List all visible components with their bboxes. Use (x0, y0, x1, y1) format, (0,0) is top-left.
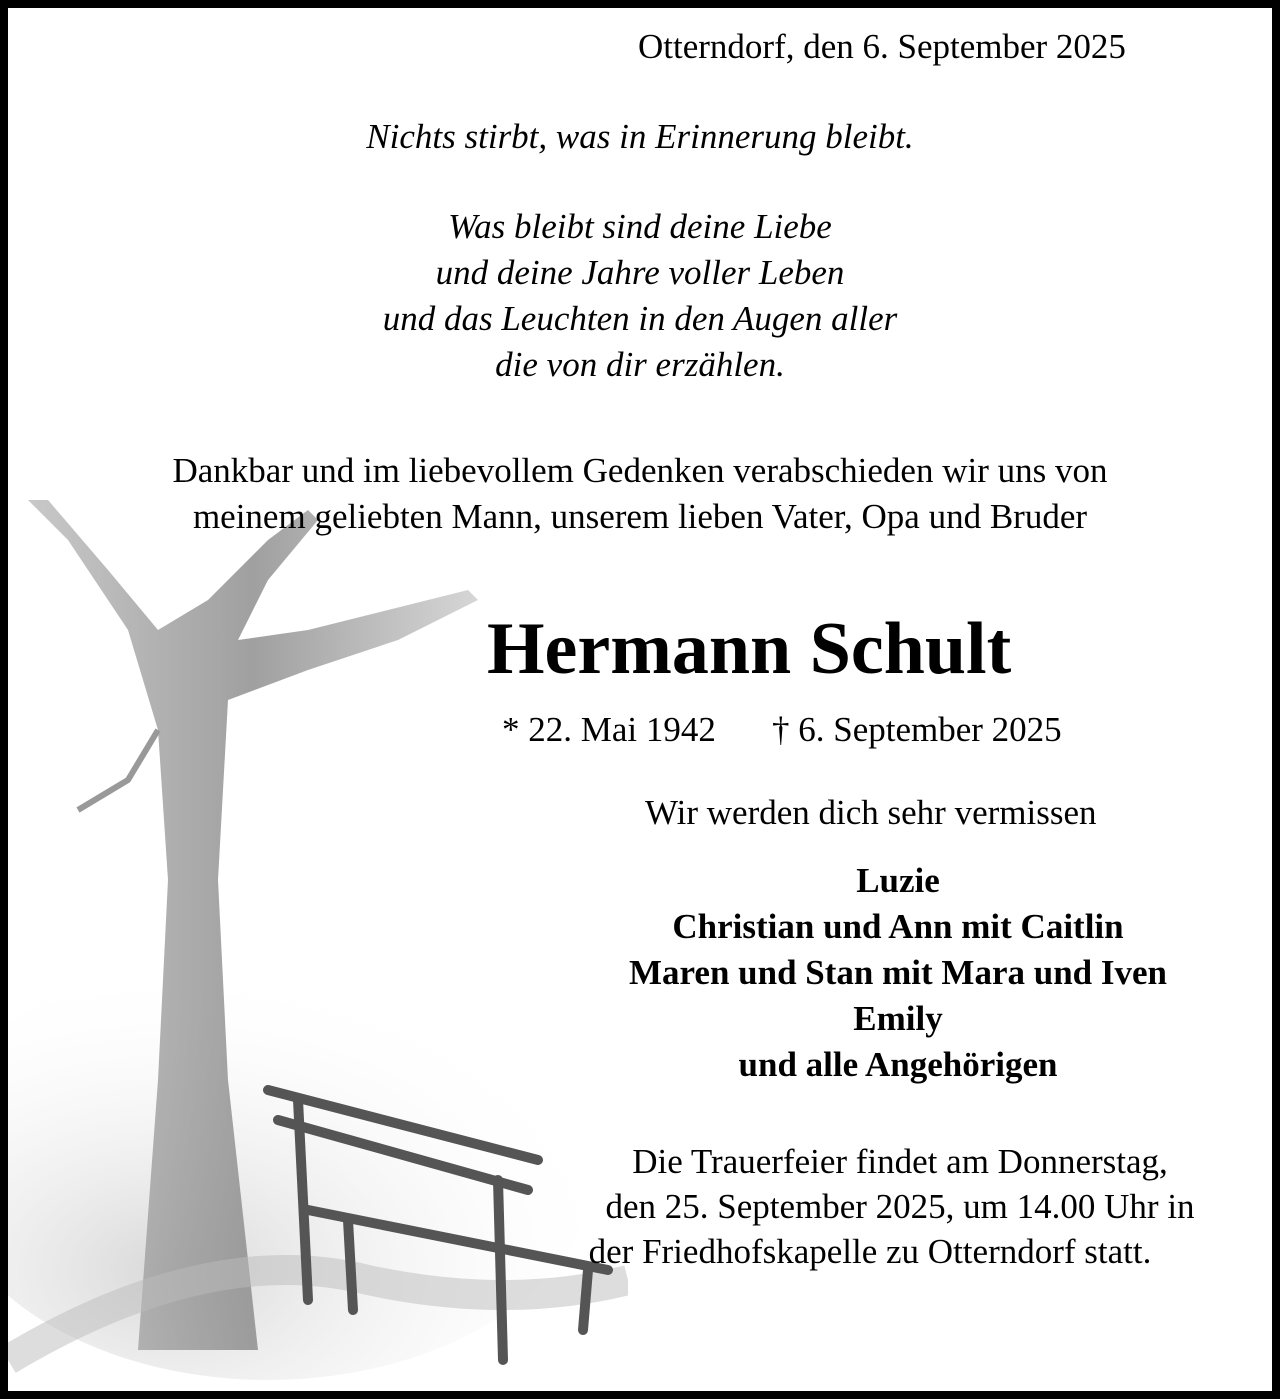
poem-line: die von dir erzählen. (495, 345, 785, 384)
place-and-date: Otterndorf, den 6. September 2025 (638, 27, 1126, 66)
poem-line: Was bleibt sind deine Liebe (448, 207, 832, 246)
mourner: Luzie (856, 861, 940, 900)
motto: Nichts stirbt, was in Erinnerung bleibt. (366, 117, 914, 156)
intro-line: Dankbar und im liebevollem Gedenken verabschieden wir uns von (172, 451, 1108, 490)
mourner: Maren und Stan mit Mara und Iven (628, 953, 1168, 992)
service-info: den 25. September 2025, um 14.00 Uhr in (605, 1187, 1195, 1226)
mourner: Emily (853, 999, 943, 1038)
closing-line: Wir werden dich sehr vermissen (645, 793, 1097, 832)
poem-line: und deine Jahre voller Leben (435, 253, 845, 292)
birth-date: * 22. Mai 1942 (502, 710, 716, 749)
mourner: und alle Angehörigen (738, 1045, 1058, 1084)
mourner: Christian und Ann mit Caitlin (672, 907, 1124, 946)
death-date: † 6. September 2025 (772, 710, 1062, 749)
deceased-name: Hermann Schult (487, 608, 1012, 690)
service-info: Die Trauerfeier findet am Donnerstag, (632, 1142, 1168, 1181)
service-info: der Friedhofskapelle zu Otterndorf statt. (588, 1232, 1152, 1271)
poem-line: und das Leuchten in den Augen aller (382, 299, 898, 338)
intro-line: meinem geliebten Mann, unserem lieben Vater, Opa und Bruder (192, 497, 1088, 536)
